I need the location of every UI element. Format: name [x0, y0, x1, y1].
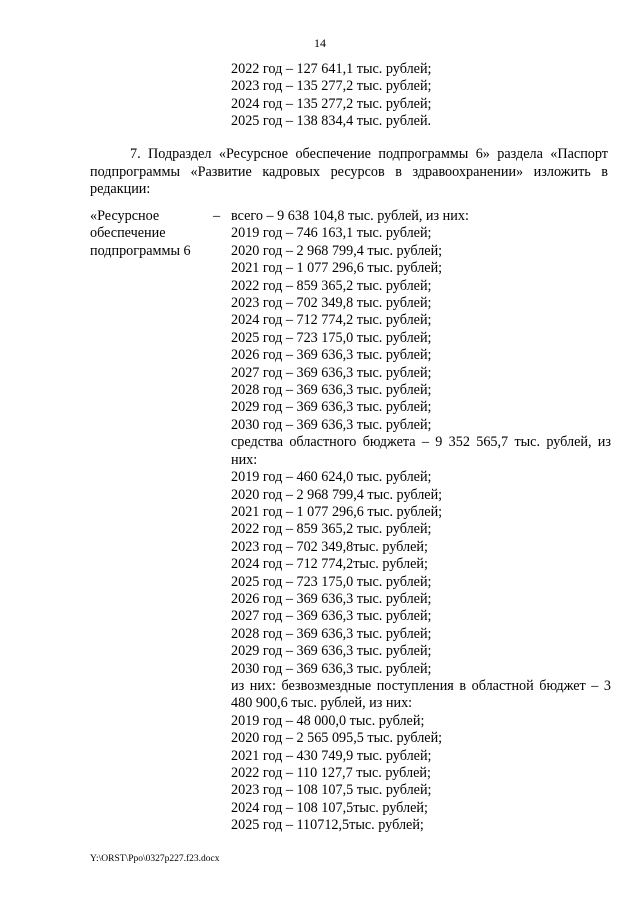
funding-year-line: 2023 год – 702 349,8тыс. рублей;	[231, 538, 428, 555]
funding-year-line: 2022 год – 859 365,2 тыс. рублей;	[231, 521, 432, 538]
top-year-list	[231, 61, 432, 130]
funding-year-line: 2025 год – 110712,5тыс. рублей;	[231, 817, 424, 834]
funding-year-line: 2022 год – 859 365,2 тыс. рублей;	[231, 277, 432, 294]
year-line: 2025 год – 138 834,4 тыс. рублей.	[231, 112, 432, 129]
funding-year-line: 2026 год – 369 636,3 тыс. рублей;	[231, 590, 432, 607]
label-line: обеспечение	[90, 225, 166, 242]
funding-year-line: всего – 9 638 104,8 тыс. рублей, из них:	[231, 208, 469, 224]
file-path-footer: Y:\ORST\Ppo\0327p227.f23.docx	[90, 854, 220, 864]
funding-year-line: 2023 год – 702 349,8 тыс. рублей;	[231, 295, 432, 312]
funding-year-line: 2021 год – 1 077 296,6 тыс. рублей;	[231, 503, 443, 520]
funding-year-line: 2019 год – 746 163,1 тыс. рублей;	[231, 225, 432, 242]
year-line: 2022 год – 127 641,1 тыс. рублей;	[231, 61, 432, 77]
funding-year-line: 2030 год – 369 636,3 тыс. рублей;	[231, 416, 432, 433]
funding-year-line: 2024 год – 712 774,2 тыс. рублей;	[231, 312, 432, 329]
funding-year-line: 2030 год – 369 636,3 тыс. рублей;	[231, 660, 432, 677]
funding-year-line: 2029 год – 369 636,3 тыс. рублей;	[231, 643, 432, 660]
label-line: «Ресурсное	[90, 208, 160, 224]
resource-label	[90, 208, 191, 260]
funding-year-line: 2025 год – 723 175,0 тыс. рублей;	[231, 573, 432, 590]
funding-year-line: 2027 год – 369 636,3 тыс. рублей;	[231, 364, 432, 381]
funding-year-line: 2027 год – 369 636,3 тыс. рублей;	[231, 608, 432, 625]
funding-year-line: 2029 год – 369 636,3 тыс. рублей;	[231, 399, 432, 416]
funding-year-line: 2023 год – 108 107,5 тыс. рублей;	[231, 782, 432, 799]
funding-year-line: 2021 год – 430 749,9 тыс. рублей;	[231, 747, 432, 764]
funding-year-line: 2020 год – 2 565 095,5 тыс. рублей;	[231, 730, 443, 747]
funding-year-line: 2021 год – 1 077 296,6 тыс. рублей;	[231, 260, 443, 277]
funding-summary-line: из них: безвозмездные поступления в областной бюджет – 3 480 900,6 тыс. рублей, из них:	[231, 677, 611, 712]
funding-list	[231, 208, 611, 835]
label-dash: –	[213, 208, 221, 224]
funding-summary-line: средства областного бюджета – 9 352 565,7 тыс. рублей, из них:	[231, 434, 611, 468]
label-line: подпрограммы 6	[90, 242, 191, 259]
funding-year-line: 2020 год – 2 968 799,4 тыс. рублей;	[231, 242, 443, 259]
year-line: 2024 год – 135 277,2 тыс. рублей;	[231, 95, 432, 112]
funding-year-line: 2019 год – 48 000,0 тыс. рублей;	[231, 712, 425, 729]
funding-year-line: 2028 год – 369 636,3 тыс. рублей;	[231, 382, 432, 399]
amendment-paragraph: 7. Подраздел «Ресурсное обеспечение подпрограммы 6» раздела «Паспорт подпрограммы «Развитие кадровых ресурсов в здравоохранении» изложить в редакции:	[90, 146, 608, 197]
funding-year-line: 2028 год – 369 636,3 тыс. рублей;	[231, 625, 432, 642]
year-line: 2023 год – 135 277,2 тыс. рублей;	[231, 78, 432, 95]
funding-year-line: 2025 год – 723 175,0 тыс. рублей;	[231, 329, 432, 346]
page-number: 14	[314, 36, 326, 50]
funding-year-line: 2022 год – 110 127,7 тыс. рублей;	[231, 765, 431, 781]
funding-year-line: 2019 год – 460 624,0 тыс. рублей;	[231, 469, 432, 486]
funding-year-line: 2024 год – 712 774,2тыс. рублей;	[231, 556, 428, 573]
funding-year-line: 2020 год – 2 968 799,4 тыс. рублей;	[231, 486, 443, 503]
funding-year-line: 2026 год – 369 636,3 тыс. рублей;	[231, 347, 432, 364]
funding-year-line: 2024 год – 108 107,5тыс. рублей;	[231, 799, 428, 816]
